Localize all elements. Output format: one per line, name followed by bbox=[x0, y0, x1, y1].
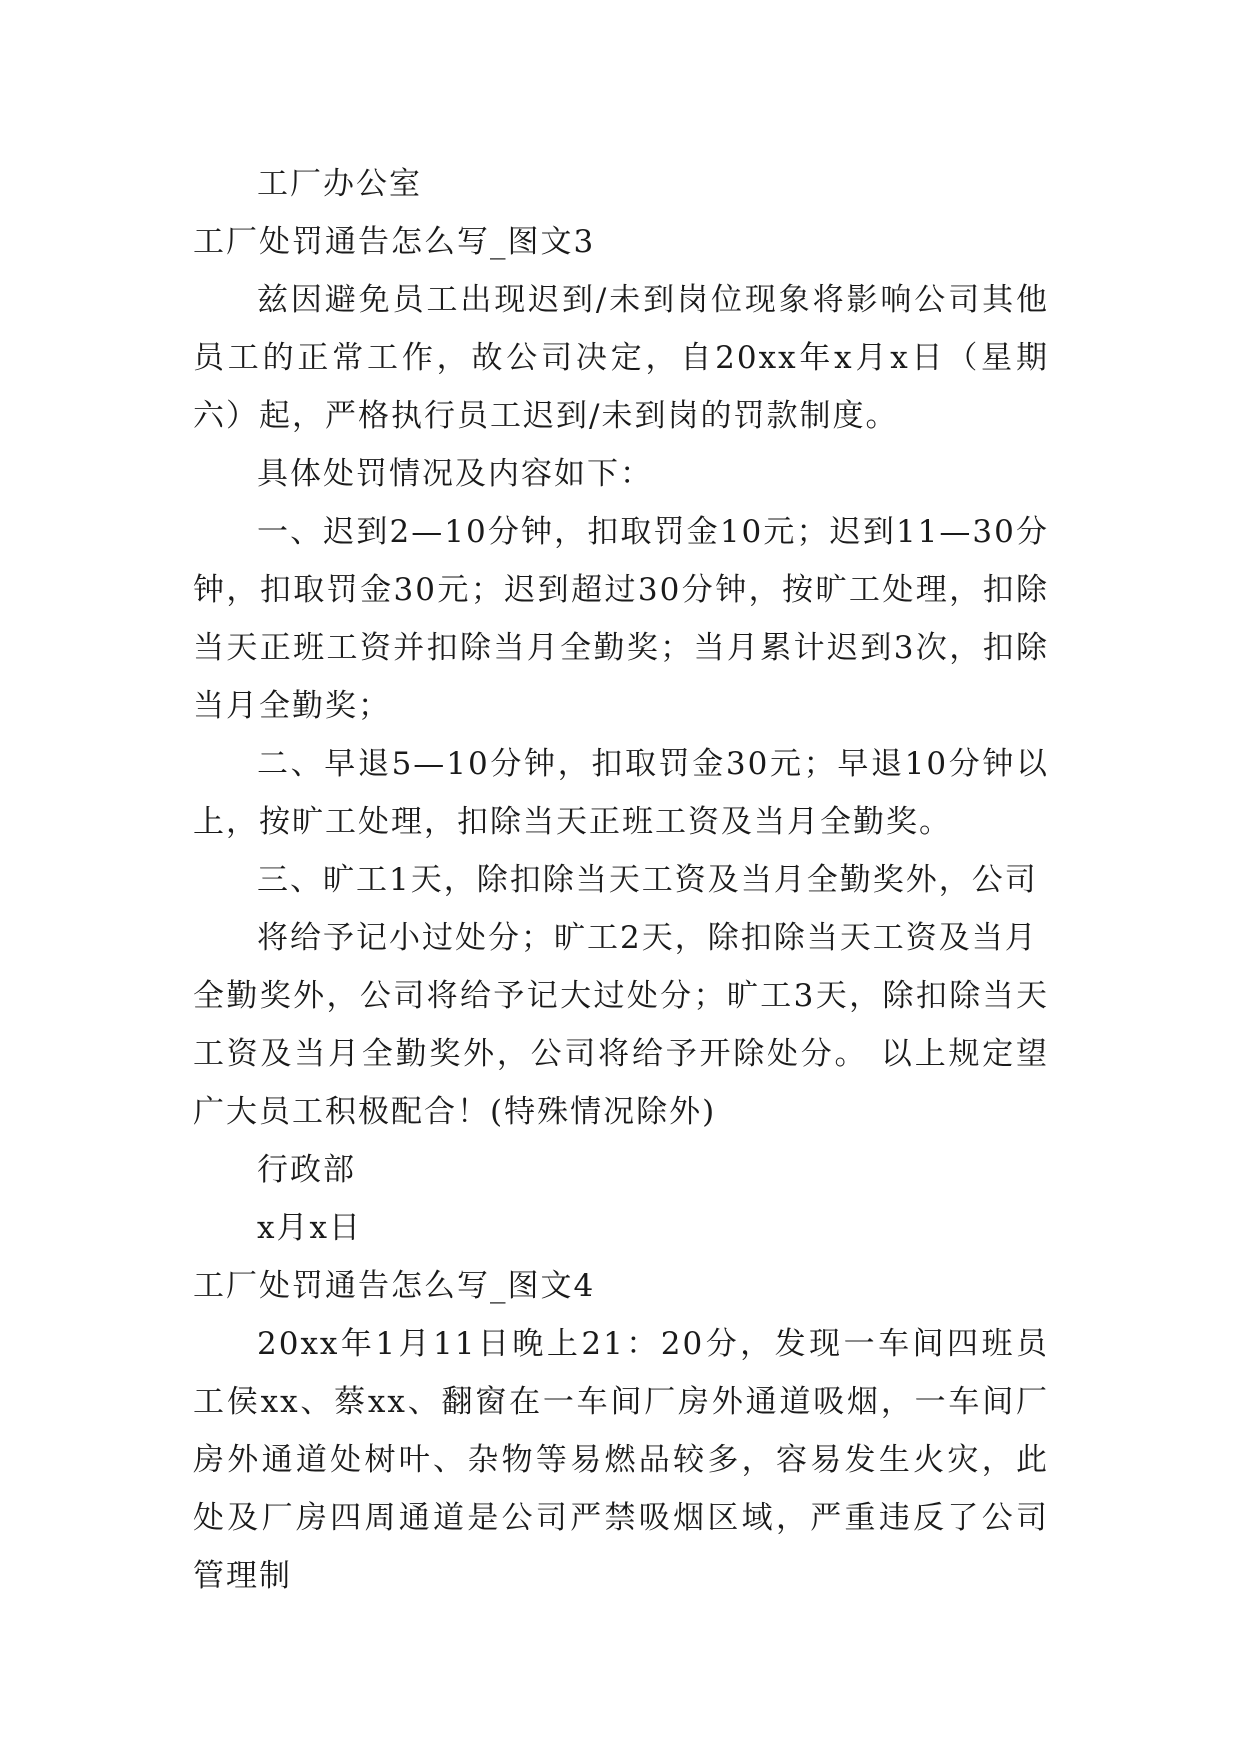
paragraph-rule-2: 二、早退5—10分钟，扣取罚金30元；早退10分钟以上，按旷工处理，扣除当天正班工资及当月全勤奖。 bbox=[193, 746, 1049, 840]
signature-date: x月x日 bbox=[257, 1210, 362, 1246]
signature-department: 行政部 bbox=[257, 1152, 356, 1188]
paragraph-intro: 兹因避免员工出现迟到/未到岗位现象将影响公司其他员工的正常工作，故公司决定，自20xx年x月x日（星期六）起，严格执行员工迟到/未到岗的罚款制度。 bbox=[193, 282, 1049, 434]
section-heading-4: 工厂处罚通告怎么写_图文4 bbox=[193, 1268, 596, 1304]
paragraph-rule-3-continued-line: 将给予记小过处分；旷工2天，除扣除当天工资及当月 bbox=[257, 920, 1038, 956]
paragraph-rule-1: 一、迟到2—10分钟，扣取罚金10元；迟到11—30分钟，扣取罚金30元；迟到超过30分钟，按旷工处理，扣除当天正班工资并扣除当月全勤奖；当月累计迟到3次，扣除当月全勤奖； bbox=[193, 514, 1049, 724]
paragraph-details-lead: 具体处罚情况及内容如下： bbox=[257, 456, 653, 492]
paragraph-rule-3: 三、旷工1天，除扣除当天工资及当月全勤奖外，公司 bbox=[257, 862, 1038, 898]
section-heading-3: 工厂处罚通告怎么写_图文3 bbox=[193, 224, 596, 260]
paragraph-incident: 20xx年1月11日晚上21：20分，发现一车间四班员工侯xx、蔡xx、翻窗在一车间厂房外通道吸烟，一车间厂房外通道处树叶、杂物等易燃品较多，容易发生火灾，此处及厂房四周通道是公司严禁吸烟区域，严重违反了公司管理制 bbox=[193, 1326, 1049, 1594]
paragraph-rule-3-continued: 全勤奖外，公司将给予记大过处分；旷工3天，除扣除当天工资及当月全勤奖外，公司将给予开除处分。 以上规定望广大员工积极配合！(特殊情况除外) bbox=[193, 978, 1049, 1130]
signature-office: 工厂办公室 bbox=[257, 166, 422, 202]
